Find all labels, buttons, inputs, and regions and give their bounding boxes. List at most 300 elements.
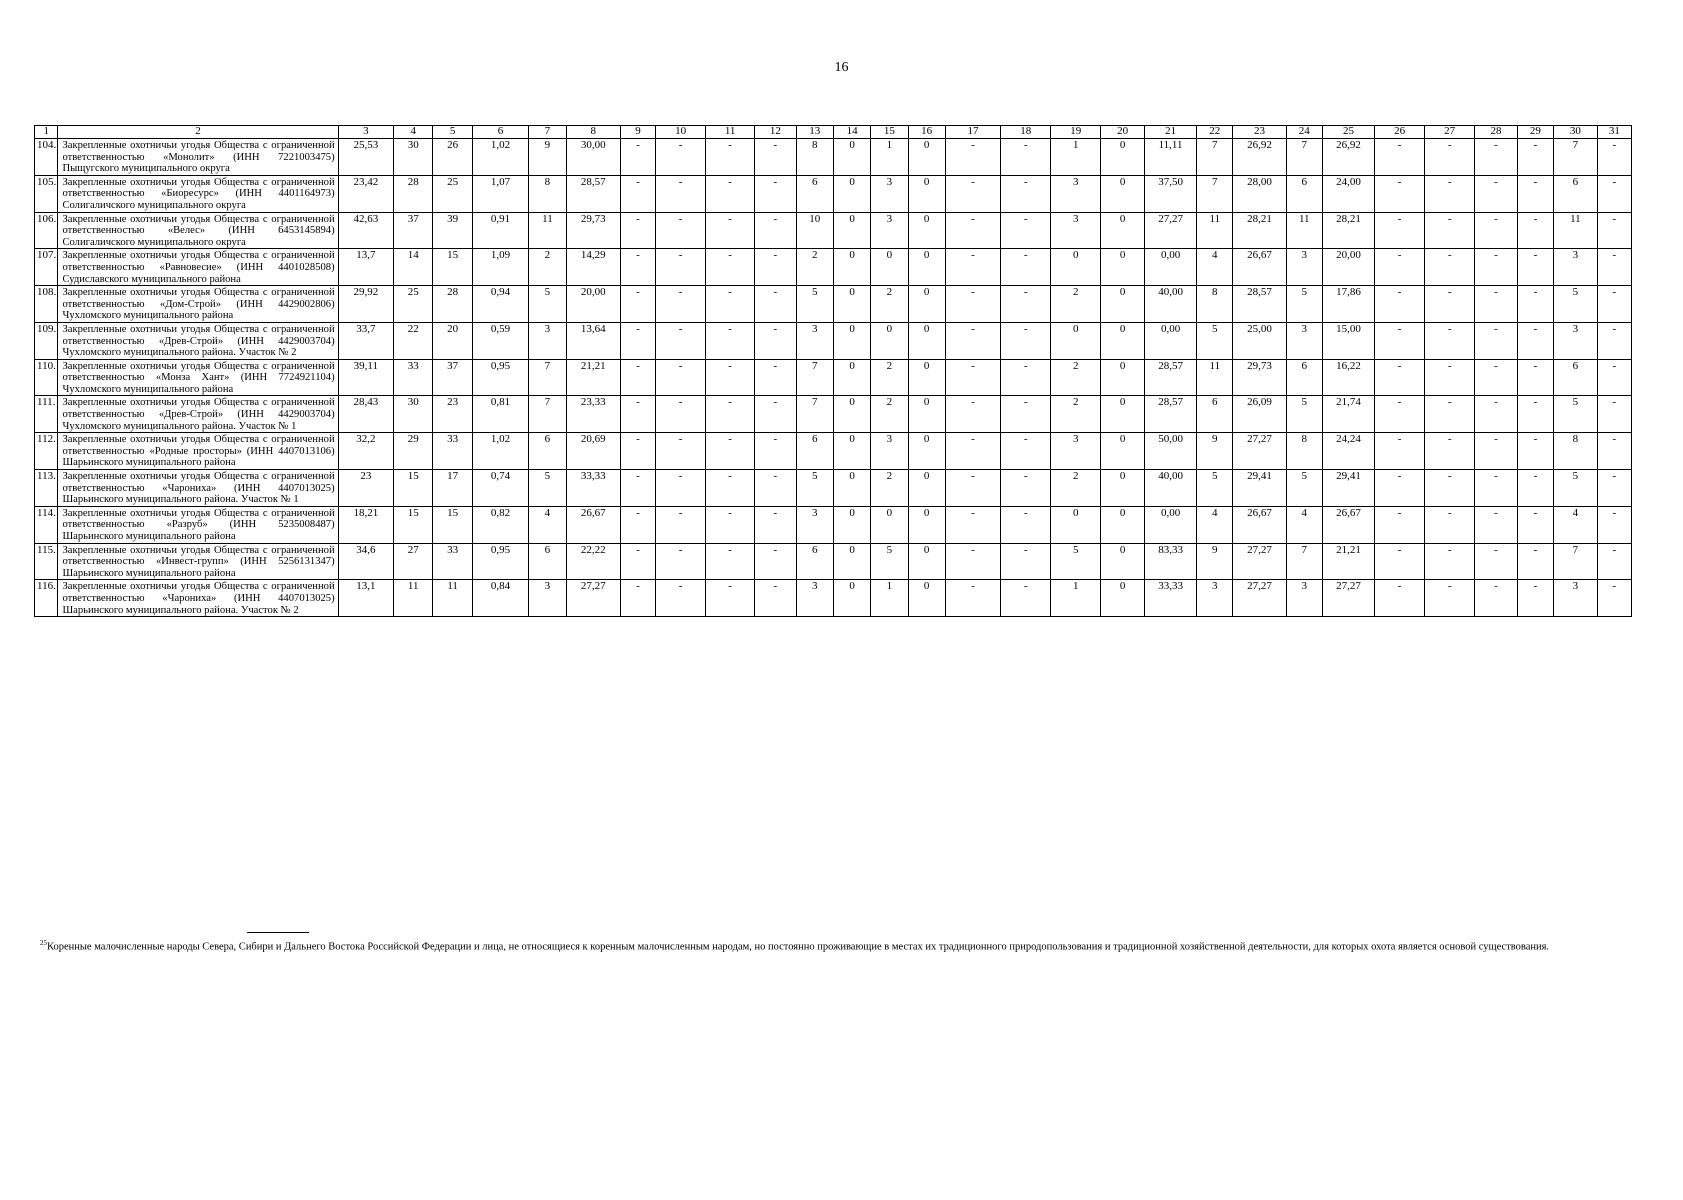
table-cell: 28,57 [1144, 359, 1196, 396]
table-cell: - [1597, 139, 1631, 176]
table-cell: - [945, 506, 1000, 543]
table-cell: 14 [394, 249, 433, 286]
table-cell: - [1475, 543, 1518, 580]
table-cell: 27,27 [566, 580, 620, 617]
table-cell: - [656, 433, 706, 470]
table-cell: - [1597, 433, 1631, 470]
table-cell: 5 [796, 470, 833, 507]
table-cell: 0 [833, 470, 870, 507]
table-cell: - [755, 396, 797, 433]
table-cell: 0 [833, 506, 870, 543]
table-cell: 1,09 [472, 249, 528, 286]
table-cell: - [1375, 175, 1425, 212]
table-cell: - [620, 286, 655, 323]
table-row [35, 249, 1632, 286]
table-cell: 0 [1051, 506, 1101, 543]
table-cell: 3 [796, 506, 833, 543]
table-cell: 3 [529, 580, 566, 617]
row-number: 107. [35, 249, 58, 286]
table-cell: 2 [1051, 396, 1101, 433]
table-cell: 0 [1101, 359, 1145, 396]
table-cell: - [1425, 249, 1475, 286]
table-cell: - [1375, 359, 1425, 396]
row-number: 114. [35, 506, 58, 543]
table-cell: 20 [433, 322, 472, 359]
table-cell: 25,00 [1233, 322, 1286, 359]
table-cell: - [1475, 249, 1518, 286]
table-cell: 0,74 [472, 470, 528, 507]
column-header-30: 30 [1554, 126, 1598, 139]
table-cell: - [1475, 470, 1518, 507]
table-cell: 33,33 [566, 470, 620, 507]
table-cell: 3 [871, 212, 908, 249]
column-header-4: 4 [394, 126, 433, 139]
table-cell: 0 [833, 396, 870, 433]
table-cell: - [1425, 506, 1475, 543]
table-cell: - [755, 286, 797, 323]
table-cell: 2 [1051, 359, 1101, 396]
table-cell: - [706, 359, 755, 396]
table-cell: 3 [1051, 175, 1101, 212]
table-cell: - [1517, 212, 1553, 249]
table-cell: - [1597, 322, 1631, 359]
table-cell: - [1517, 286, 1553, 323]
table-cell: 3 [1286, 322, 1322, 359]
table-cell: - [1375, 286, 1425, 323]
table-cell: 0 [1101, 506, 1145, 543]
table-cell: - [755, 322, 797, 359]
table-cell: 0 [833, 322, 870, 359]
table-cell: 33 [433, 543, 472, 580]
table-row [35, 506, 1632, 543]
table-cell: - [706, 580, 755, 617]
table-cell: 3 [529, 322, 566, 359]
table-cell: - [1001, 506, 1051, 543]
table-cell: - [706, 212, 755, 249]
table-cell: 9 [529, 139, 566, 176]
table-cell: 20,00 [1322, 249, 1374, 286]
table-cell: 0 [1101, 396, 1145, 433]
table-cell: 2 [871, 470, 908, 507]
table-cell: - [620, 212, 655, 249]
table-cell: 0 [833, 249, 870, 286]
column-header-2: 2 [58, 126, 338, 139]
table-cell: - [755, 506, 797, 543]
table-cell: 0 [1101, 470, 1145, 507]
table-cell: - [620, 433, 655, 470]
table-cell: 0 [871, 249, 908, 286]
column-header-29: 29 [1517, 126, 1553, 139]
table-cell: 37 [394, 212, 433, 249]
table-cell: - [1425, 396, 1475, 433]
table-cell: 6 [1286, 175, 1322, 212]
table-cell: 7 [529, 396, 566, 433]
table-cell: - [755, 470, 797, 507]
table-cell: 37 [433, 359, 472, 396]
column-header-26: 26 [1375, 126, 1425, 139]
table-cell: 4 [529, 506, 566, 543]
table-cell: - [706, 506, 755, 543]
table-cell: 2 [871, 286, 908, 323]
table-row [35, 543, 1632, 580]
table-cell: - [1517, 506, 1553, 543]
column-header-10: 10 [656, 126, 706, 139]
table-cell: 33 [394, 359, 433, 396]
row-number: 116. [35, 580, 58, 617]
table-cell: 26,67 [1322, 506, 1374, 543]
table-cell: - [1001, 470, 1051, 507]
table-cell: 24,00 [1322, 175, 1374, 212]
table-cell: - [620, 139, 655, 176]
hunting-ground-name: Закрепленные охотничьи угодья Общества с ограниченной ответственностью «Дом-Строй» (ИНН 4429002806) Чухломского муниципального района [58, 286, 338, 323]
table-cell: - [1375, 433, 1425, 470]
hunting-ground-name: Закрепленные охотничьи угодья Общества с ограниченной ответственностью «Родные просторы» (ИНН 4407013106) Шарьинского муниципального района [58, 433, 338, 470]
table-cell: 22,22 [566, 543, 620, 580]
table-cell: 23 [433, 396, 472, 433]
table-cell: - [1001, 175, 1051, 212]
table-cell: 30 [394, 139, 433, 176]
column-header-21: 21 [1144, 126, 1196, 139]
row-number: 108. [35, 286, 58, 323]
table-cell: 15 [433, 249, 472, 286]
table-cell: - [706, 139, 755, 176]
table-cell: 13,1 [338, 580, 393, 617]
table-cell: - [656, 212, 706, 249]
table-cell: - [1001, 580, 1051, 617]
table-cell: 0 [908, 359, 945, 396]
table-cell: 0 [1101, 322, 1145, 359]
table-cell: 2 [1051, 470, 1101, 507]
table-cell: 10 [796, 212, 833, 249]
table-cell: 0 [1051, 322, 1101, 359]
column-header-16: 16 [908, 126, 945, 139]
table-cell: 0,91 [472, 212, 528, 249]
table-cell: 11 [529, 212, 566, 249]
hunting-ground-name: Закрепленные охотничьи угодья Общества с ограниченной ответственностью «Монолит» (ИНН 7221003475) Пыщугского муниципального округа [58, 139, 338, 176]
table-cell: - [656, 359, 706, 396]
table-cell: 26,67 [566, 506, 620, 543]
table-cell: 8 [529, 175, 566, 212]
table-cell: - [945, 249, 1000, 286]
table-cell: 5 [1286, 396, 1322, 433]
table-cell: 6 [1197, 396, 1233, 433]
table-cell: 2 [1051, 286, 1101, 323]
table-cell: 0 [1101, 249, 1145, 286]
table-cell: 11 [433, 580, 472, 617]
row-number: 111. [35, 396, 58, 433]
table-cell: - [706, 249, 755, 286]
table-cell: - [1375, 396, 1425, 433]
table-cell: 3 [871, 433, 908, 470]
table-cell: 5 [871, 543, 908, 580]
table-cell: 9 [1197, 433, 1233, 470]
table-cell: 28,57 [566, 175, 620, 212]
table-cell: - [656, 139, 706, 176]
table-cell: 2 [871, 359, 908, 396]
table-cell: 22 [394, 322, 433, 359]
table-cell: 33,33 [1144, 580, 1196, 617]
table-cell: 3 [1197, 580, 1233, 617]
table-cell: - [620, 322, 655, 359]
table-cell: 1,07 [472, 175, 528, 212]
table-cell: 4 [1554, 506, 1598, 543]
table-cell: 7 [1286, 543, 1322, 580]
table-cell: 7 [1197, 139, 1233, 176]
table-cell: - [1425, 580, 1475, 617]
table-cell: - [1001, 433, 1051, 470]
table-cell: 23,42 [338, 175, 393, 212]
table-cell: 29,73 [566, 212, 620, 249]
footnote-rule [247, 932, 309, 933]
hunting-ground-name: Закрепленные охотничьи угодья Общества с ограниченной ответственностью «Биоресурс» (ИНН 4401164973) Солигаличского муниципального округа [58, 175, 338, 212]
row-number: 105. [35, 175, 58, 212]
table-cell: 33 [433, 433, 472, 470]
table-cell: 0 [908, 139, 945, 176]
table-cell: - [1425, 322, 1475, 359]
table-cell: 15 [394, 506, 433, 543]
table-cell: 0 [1051, 249, 1101, 286]
table-cell: 5 [796, 286, 833, 323]
table-cell: - [656, 249, 706, 286]
table-cell: 7 [529, 359, 566, 396]
table-cell: 21,21 [1322, 543, 1374, 580]
table-cell: 0,81 [472, 396, 528, 433]
table-cell: 20,00 [566, 286, 620, 323]
table-cell: 0 [833, 543, 870, 580]
table-cell: - [945, 212, 1000, 249]
table-cell: - [1475, 359, 1518, 396]
table-cell: 2 [796, 249, 833, 286]
table-cell: - [1597, 175, 1631, 212]
table-cell: 0,95 [472, 543, 528, 580]
table-cell: 11 [1286, 212, 1322, 249]
row-number: 112. [35, 433, 58, 470]
table-row [35, 322, 1632, 359]
table-cell: 2 [529, 249, 566, 286]
table-cell: - [706, 433, 755, 470]
table-cell: 6 [1554, 175, 1598, 212]
table-cell: 27,27 [1144, 212, 1196, 249]
table-cell: 26,92 [1233, 139, 1286, 176]
table-cell: 0 [833, 286, 870, 323]
column-header-17: 17 [945, 126, 1000, 139]
table-cell: 0 [871, 506, 908, 543]
table-cell: - [1517, 322, 1553, 359]
table-cell: 0 [908, 543, 945, 580]
table-cell: - [1001, 396, 1051, 433]
table-cell: - [945, 396, 1000, 433]
table-cell: 0 [908, 212, 945, 249]
column-header-9: 9 [620, 126, 655, 139]
table-cell: 5 [529, 286, 566, 323]
table-cell: - [656, 580, 706, 617]
table-cell: 0 [1101, 212, 1145, 249]
table-cell: 11 [1554, 212, 1598, 249]
table-cell: 27,27 [1322, 580, 1374, 617]
table-cell: 6 [796, 433, 833, 470]
table-cell: 33,7 [338, 322, 393, 359]
table-cell: 0 [908, 506, 945, 543]
table-cell: 4 [1286, 506, 1322, 543]
table-cell: 3 [1554, 249, 1598, 286]
table-cell: - [656, 286, 706, 323]
table-cell: 4 [1197, 506, 1233, 543]
table-cell: - [945, 322, 1000, 359]
table-cell: 7 [1554, 139, 1598, 176]
table-cell: 8 [1286, 433, 1322, 470]
table-cell: - [706, 470, 755, 507]
column-header-13: 13 [796, 126, 833, 139]
column-number-row [35, 126, 1632, 139]
table-cell: - [1597, 212, 1631, 249]
table-cell: 3 [1051, 212, 1101, 249]
footnote [40, 936, 1630, 955]
hunting-ground-name: Закрепленные охотничьи угодья Общества с ограниченной ответственностью «Чарониха» (ИНН 4407013025) Шарьинского муниципального района. Участок № 2 [58, 580, 338, 617]
table-cell: 0,00 [1144, 506, 1196, 543]
table-cell: 0,94 [472, 286, 528, 323]
column-header-28: 28 [1475, 126, 1518, 139]
table-cell: 3 [871, 175, 908, 212]
table-cell: 29 [394, 433, 433, 470]
table-cell: 26 [433, 139, 472, 176]
table-cell: 3 [1554, 322, 1598, 359]
table-cell: 6 [796, 543, 833, 580]
table-cell: - [1597, 286, 1631, 323]
table-cell: 0,95 [472, 359, 528, 396]
column-header-1: 1 [35, 126, 58, 139]
table-cell: 3 [1286, 580, 1322, 617]
table-cell: - [755, 580, 797, 617]
column-header-27: 27 [1425, 126, 1475, 139]
column-header-12: 12 [755, 126, 797, 139]
table-cell: - [1475, 580, 1518, 617]
table-cell: 7 [1286, 139, 1322, 176]
table-cell: 1,02 [472, 433, 528, 470]
table-cell: - [706, 322, 755, 359]
table-cell: 0 [908, 249, 945, 286]
table-cell: - [1517, 359, 1553, 396]
table-cell: - [1001, 543, 1051, 580]
table-cell: 5 [1197, 322, 1233, 359]
table-cell: 6 [529, 543, 566, 580]
table-cell: - [945, 139, 1000, 176]
table-cell: 26,67 [1233, 249, 1286, 286]
table-cell: - [620, 396, 655, 433]
table-cell: - [1375, 543, 1425, 580]
table-cell: 6 [1286, 359, 1322, 396]
table-cell: - [620, 506, 655, 543]
table-cell: 11 [1197, 359, 1233, 396]
table-cell: - [945, 543, 1000, 580]
table-cell: 5 [1554, 470, 1598, 507]
table-cell: 5 [1286, 286, 1322, 323]
table-cell: 17,86 [1322, 286, 1374, 323]
column-header-11: 11 [706, 126, 755, 139]
hunting-ground-name: Закрепленные охотничьи угодья Общества с ограниченной ответственностью «Разруб» (ИНН 5235008487) Шарьинского муниципального района [58, 506, 338, 543]
table-cell: - [1425, 359, 1475, 396]
table-cell: - [1375, 212, 1425, 249]
hunting-ground-name: Закрепленные охотничьи угодья Общества с ограниченной ответственностью «Инвест-групп» (ИНН 5256131347) Шарьинского муниципального района [58, 543, 338, 580]
table-cell: - [1001, 139, 1051, 176]
table-cell: 0 [833, 580, 870, 617]
table-cell: - [706, 396, 755, 433]
table-cell: - [1517, 175, 1553, 212]
table-cell: 0 [1101, 286, 1145, 323]
table-cell: 0 [1101, 580, 1145, 617]
table-cell: 0 [1101, 433, 1145, 470]
table-row [35, 139, 1632, 176]
table-cell: - [1425, 433, 1475, 470]
table-cell: 3 [796, 322, 833, 359]
table-cell: - [945, 359, 1000, 396]
table-cell: - [945, 470, 1000, 507]
table-cell: 23,33 [566, 396, 620, 433]
table-cell: - [1475, 433, 1518, 470]
table-cell: 30,00 [566, 139, 620, 176]
column-header-25: 25 [1322, 126, 1374, 139]
table-cell: - [1517, 396, 1553, 433]
table-cell: 6 [529, 433, 566, 470]
table-cell: 5 [529, 470, 566, 507]
table-row [35, 470, 1632, 507]
table-cell: 28,00 [1233, 175, 1286, 212]
table-cell: - [1475, 286, 1518, 323]
table-cell: - [1375, 506, 1425, 543]
column-header-7: 7 [529, 126, 566, 139]
column-header-15: 15 [871, 126, 908, 139]
table-cell: - [1425, 470, 1475, 507]
table-cell: 29,73 [1233, 359, 1286, 396]
table-body [35, 139, 1632, 617]
table-cell: - [706, 175, 755, 212]
table-cell: 29,41 [1322, 470, 1374, 507]
table-cell: 0 [1101, 175, 1145, 212]
table-cell: - [656, 506, 706, 543]
table-row [35, 580, 1632, 617]
table-cell: - [620, 359, 655, 396]
table-cell: 29,41 [1233, 470, 1286, 507]
table-cell: - [945, 433, 1000, 470]
table-cell: 26,92 [1322, 139, 1374, 176]
table-row [35, 359, 1632, 396]
table-cell: 39 [433, 212, 472, 249]
table-cell: - [706, 543, 755, 580]
row-number: 106. [35, 212, 58, 249]
table-cell: 3 [1554, 580, 1598, 617]
table-row [35, 433, 1632, 470]
table-cell: 0 [1101, 139, 1145, 176]
table-cell: 27 [394, 543, 433, 580]
table-cell: - [1475, 139, 1518, 176]
table-cell: 7 [796, 359, 833, 396]
column-header-31: 31 [1597, 126, 1631, 139]
table-cell: 39,11 [338, 359, 393, 396]
table-cell: 28,57 [1144, 396, 1196, 433]
table-cell: 37,50 [1144, 175, 1196, 212]
table-cell: - [1597, 506, 1631, 543]
table-cell: - [1001, 286, 1051, 323]
table-cell: - [755, 212, 797, 249]
table-cell: - [1375, 139, 1425, 176]
table-cell: - [1375, 249, 1425, 286]
table-cell: 27,27 [1233, 543, 1286, 580]
table-cell: 2 [871, 396, 908, 433]
table-cell: 0 [833, 175, 870, 212]
table-cell: - [1425, 139, 1475, 176]
table-row [35, 175, 1632, 212]
table-cell: - [1475, 322, 1518, 359]
table-cell: - [1425, 212, 1475, 249]
